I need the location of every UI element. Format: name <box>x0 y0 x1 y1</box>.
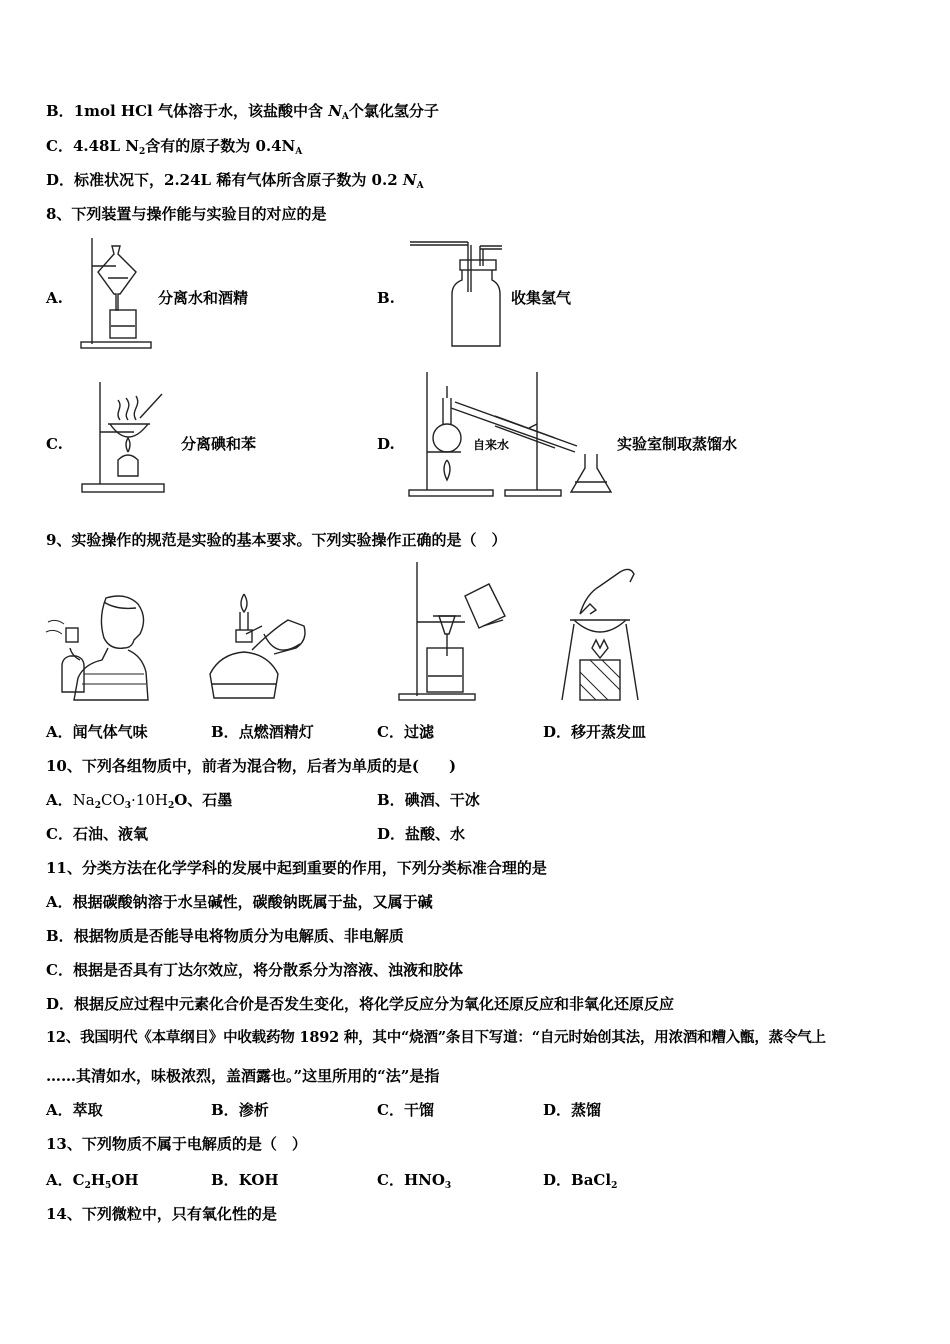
q11-option-c: C．根据是否具有丁达尔效应，将分散系分为溶液、浊液和胶体 <box>46 961 463 979</box>
q9-option-a: A．闻气体气味 <box>46 723 148 741</box>
smelling-gas-figure <box>44 588 150 702</box>
q12-option-a: A．萃取 <box>46 1101 103 1119</box>
filtration-figure <box>395 560 513 702</box>
q12-option-d: D．蒸馏 <box>543 1101 602 1119</box>
q8-option-a-letter: A. <box>46 289 63 307</box>
q13-option-a: A．$C_2H_5OH$ <box>46 1171 139 1191</box>
q12-stem-line2: ……其清如水，味极浓烈，盖酒露也。”这里所用的“法”是指 <box>46 1067 440 1085</box>
lighting-alcohol-lamp-figure <box>204 590 314 702</box>
q10-option-c: C．石油、液氧 <box>46 825 148 843</box>
tap-water-label: 自来水 <box>473 438 510 452</box>
q8-option-a-label: 分离水和酒精 <box>158 289 249 307</box>
q11-option-a: A．根据碳酸钠溶于水呈碱性，碳酸钠既属于盐，又属于碱 <box>46 893 433 911</box>
q8-option-d-label: 实验室制取蒸馏水 <box>617 435 738 453</box>
q8-option-c-letter: C. <box>46 435 63 453</box>
q10-stem: 10、下列各组物质中，前者为混合物，后者为单质的是( ) <box>46 757 457 775</box>
q14-stem: 14、下列微粒中，只有氧化性的是 <box>46 1205 277 1223</box>
q12-option-b: B．渗析 <box>211 1101 269 1119</box>
q12-stem-line1: 12、我国明代《本草纲目》中收载药物 1892 种，其中“烧酒”条目下写道：“自元时始创其法，用浓酒和糟入甑，蒸令气上 <box>46 1029 826 1046</box>
q13-option-c: C．$HNO_3$ <box>377 1171 452 1191</box>
q7-option-c: C．4.48L $N_2$含有的原子数为 $0.4N_A$ <box>46 137 303 157</box>
gas-collection-bottle-figure <box>408 232 508 352</box>
q12-option-c: C．干馏 <box>377 1101 434 1119</box>
q8-stem: 8、下列装置与操作能与实验目的对应的是 <box>46 205 327 223</box>
q8-option-b-letter: B. <box>377 289 395 307</box>
q13-option-b: B．KOH <box>211 1171 279 1189</box>
evaporation-heating-figure <box>78 380 168 495</box>
separatory-funnel-figure <box>78 236 154 350</box>
q8-option-b-label: 收集氢气 <box>511 289 572 307</box>
q7-option-d: D．标准状况下，2.24L 稀有气体所含原子数为 0.2 $N_A$ <box>46 171 424 191</box>
evaporating-dish-figure <box>560 564 642 704</box>
distillation-apparatus-figure <box>405 368 617 498</box>
q9-option-d: D．移开蒸发皿 <box>543 723 647 741</box>
q9-option-b: B．点燃酒精灯 <box>211 723 314 741</box>
q9-option-c: C．过滤 <box>377 723 434 741</box>
q10-option-a: A．$Na_2CO_3\cdot 10H_2O$、石墨 <box>46 791 233 811</box>
q13-stem: 13、下列物质不属于电解质的是（ ） <box>46 1135 307 1153</box>
q7-option-b: B．1mol HCl 气体溶于水，该盐酸中含 $N_A$个氯化氢分子 <box>46 102 439 122</box>
q10-option-b: B．碘酒、干冰 <box>377 791 480 809</box>
q11-option-d: D．根据反应过程中元素化合价是否发生变化，将化学反应分为氧化还原反应和非氧化还原反应 <box>46 995 675 1013</box>
q8-option-d-letter: D. <box>377 435 395 453</box>
q11-stem: 11、分类方法在化学学科的发展中起到重要的作用，下列分类标准合理的是 <box>46 859 547 877</box>
q11-option-b: B．根据物质是否能导电将物质分为电解质、非电解质 <box>46 927 404 945</box>
q8-option-c-label: 分离碘和苯 <box>181 435 257 453</box>
q9-stem: 9、实验操作的规范是实验的基本要求。下列实验操作正确的是（ ） <box>46 531 507 549</box>
q13-option-d: D．BaCl$_2$ <box>543 1171 618 1191</box>
q10-option-d: D．盐酸、水 <box>377 825 466 843</box>
